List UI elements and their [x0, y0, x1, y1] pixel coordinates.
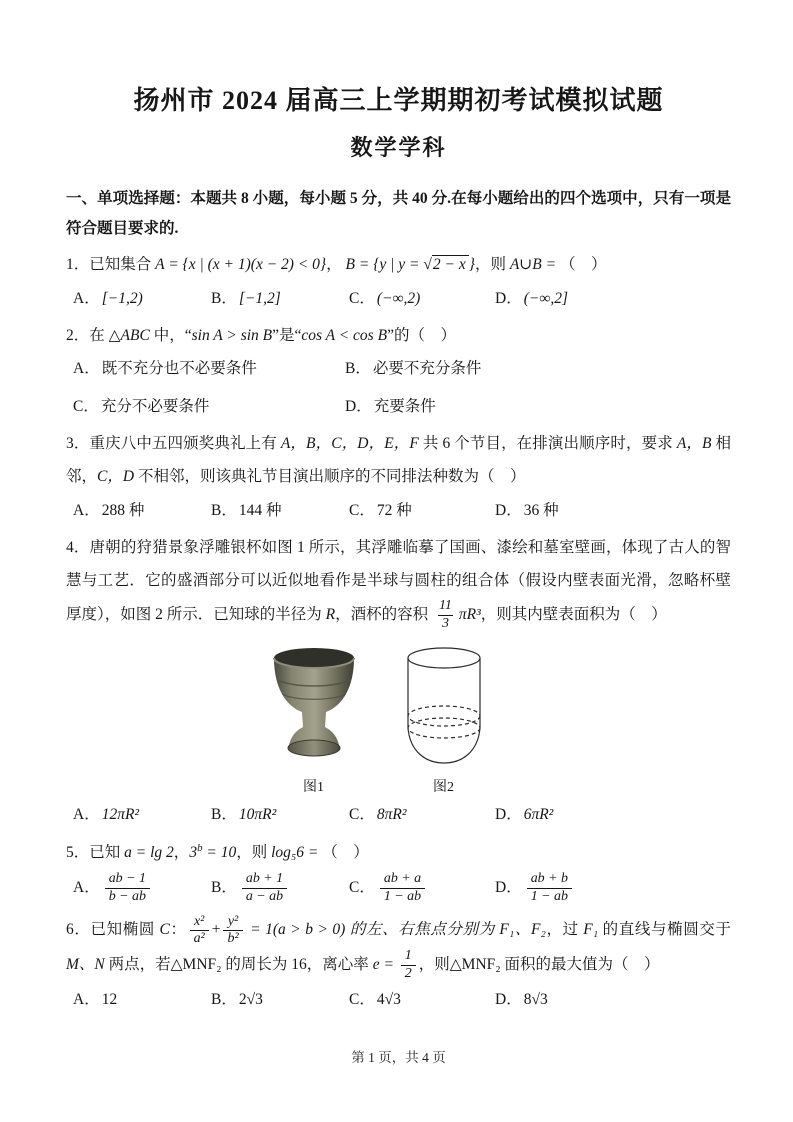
fraction-denominator: 1 − ab [380, 888, 425, 906]
q1-option-a [73, 282, 211, 315]
option-label: D． [345, 397, 372, 415]
q2-answer-blank: ”的（ ） [387, 327, 456, 345]
option-value: [−1,2) [101, 289, 143, 307]
fraction-denominator: b − ab [105, 888, 150, 906]
q6-points-mn: M、N [66, 956, 105, 973]
fraction-denominator: b² [223, 930, 242, 948]
question-1 [66, 248, 731, 281]
q6-stem-text: 6．已知椭圆 [66, 921, 160, 939]
q1-answer-blank: （ ） [559, 256, 607, 274]
q6-foci: F₁、F₂ [499, 921, 546, 939]
option-fraction [380, 871, 425, 905]
option-value: 288 种 [101, 501, 145, 519]
q6-eccentricity-fraction [401, 948, 416, 982]
option-fraction [242, 871, 287, 905]
q1-option-d [495, 282, 731, 315]
question-2 [66, 319, 731, 352]
fraction-denominator: 3 [438, 615, 453, 633]
q5-sep: ， [173, 843, 190, 861]
option-label: D． [495, 806, 522, 824]
option-label: B． [211, 806, 237, 824]
q5-option-d [495, 871, 731, 905]
option-value: 充分不必要条件 [100, 397, 210, 415]
option-label: C． [349, 289, 375, 307]
q2-option-d [345, 390, 731, 423]
q3-adjacent-pair: A，B [676, 435, 712, 452]
page-title: 扬州市 2024 届高三上学期期初考试模拟试题 [133, 86, 664, 115]
q5-power-exponent: b [197, 841, 203, 854]
option-value: 72 种 [376, 501, 412, 519]
q2-option-c [73, 390, 345, 423]
q1-union-expression: A∪B = [509, 256, 560, 274]
option-value: (−∞,2] [523, 289, 569, 307]
q4-volume-term: πR³ [458, 605, 481, 623]
fraction-numerator: ab + 1 [245, 870, 284, 886]
option-value: 8πR² [376, 806, 407, 824]
option-label: C． [349, 806, 375, 824]
option-label: A． [73, 806, 100, 824]
q3-option-d [495, 494, 731, 527]
q4-post: ，则其内壁表面积为（ ） [480, 605, 667, 623]
option-label: A． [73, 879, 100, 897]
q5-option-b [211, 871, 349, 905]
q1-sep: ， [326, 256, 346, 274]
fraction-numerator: ab − 1 [108, 870, 146, 886]
fraction-numerator: ab + a [383, 870, 422, 886]
q2-options-row-1 [66, 352, 731, 385]
question-4 [66, 531, 731, 632]
option-value: 12πR² [101, 806, 140, 824]
q4-stem-text: 4．唐朝的狩猎景象浮雕银杯如图 1 所示，其浮雕临摹了国画、漆绘和墓室壁画，体现了古人的智慧与工艺．它的盛酒部分可以近似地看作是半球与圆柱的组合体（假设内壁表面光滑，忽略杯壁厚度），如图 2 所示．已知球的半径为 [66, 538, 731, 623]
option-label: B． [211, 879, 237, 897]
option-label: D． [495, 289, 522, 307]
option-label: D． [495, 879, 522, 897]
question-3 [66, 427, 731, 494]
fraction-denominator: 2 [401, 965, 416, 983]
option-value: 4√3 [376, 990, 401, 1008]
q6-post: ，则△MNF₂ 面积的最大值为（ ） [418, 956, 660, 973]
q6-mid3: 两点，若△MNF₂ 的周长为 16，离心率 [104, 956, 373, 973]
option-label: C． [349, 990, 375, 1008]
q6-equation-rest: = 1(a > b > 0) 的左、右焦点分别为 [245, 921, 500, 939]
q2-stem-text: 2．在 [66, 327, 109, 345]
option-label: B． [345, 360, 371, 378]
q5-then: ，则 [236, 843, 272, 861]
q5-stem-text: 5．已知 [66, 843, 125, 861]
q3-option-c [349, 494, 495, 527]
q2-sep1: 中，“ [149, 327, 192, 345]
q4-option-c [349, 798, 495, 831]
question-5 [66, 836, 731, 869]
option-value: 6πR² [523, 806, 554, 824]
q6-eccentricity: e = [372, 956, 398, 973]
option-fraction [105, 871, 150, 905]
option-label: A． [73, 360, 100, 378]
q6-option-b [211, 983, 349, 1016]
q5-power-rest: = 10 [202, 843, 237, 861]
silver-goblet-photo [268, 644, 360, 768]
figure-2 [398, 644, 490, 796]
fraction-numerator: 1 [404, 948, 412, 964]
option-value: (−∞,2) [376, 289, 421, 307]
option-value: [−1,2] [238, 289, 281, 307]
q3-nonadjacent-pair: C，D [97, 468, 135, 486]
option-label: A． [73, 990, 100, 1008]
page-footer: 第 1 页，共 4 页 [351, 1049, 446, 1065]
radical-sign: √ [423, 256, 432, 274]
option-label: D． [495, 501, 522, 519]
q6-option-a [73, 983, 211, 1016]
q5-option-c [349, 871, 495, 905]
option-value: 必要不充分条件 [372, 360, 482, 378]
q4-radius-symbol: R [325, 605, 336, 623]
option-label: B． [211, 990, 237, 1008]
q5-option-a [73, 871, 211, 905]
question-6 [66, 913, 731, 982]
q1-options [66, 282, 731, 315]
q2-triangle: △ABC [108, 327, 150, 345]
q4-options [66, 798, 731, 831]
q1-option-b [211, 282, 349, 315]
option-label: D． [495, 990, 522, 1008]
option-value: 8√3 [523, 990, 548, 1008]
q6-y-term-fraction [223, 914, 242, 948]
q4-volume-fraction [435, 598, 456, 632]
fraction-numerator: x² [193, 913, 205, 929]
q3-post: 不相邻，则该典礼节目演出顺序的不同排法种数为（ ） [134, 468, 526, 486]
option-label: A． [73, 289, 100, 307]
option-label: B． [211, 501, 237, 519]
q3-program-letters: A，B，C，D，E，F [280, 435, 419, 452]
q3-stem-text: 3．重庆八中五四颁奖典礼上有 [66, 435, 281, 452]
sqrt-expression [423, 255, 468, 273]
option-value: 144 种 [238, 501, 282, 519]
q3-options [66, 494, 731, 527]
q1-set-b-post: } [468, 256, 475, 274]
q6-option-d [495, 983, 731, 1016]
q6-plus-sign: + [211, 921, 221, 939]
figure-2-caption: 图2 [433, 780, 454, 796]
option-label: C． [349, 879, 375, 897]
q4-option-b [211, 798, 349, 831]
q2-sep2: ”是“ [272, 327, 302, 345]
q6-option-c [349, 983, 495, 1016]
q4-option-a [73, 798, 211, 831]
q1-option-c [349, 282, 495, 315]
option-value: 充要条件 [373, 397, 436, 415]
q6-mid1: ，过 [545, 921, 584, 939]
q1-set-b-pre: B = {y | y = [345, 256, 424, 274]
fraction-numerator: ab + b [530, 870, 568, 886]
option-value: 10πR² [238, 806, 277, 824]
fraction-numerator: 11 [439, 597, 452, 613]
q4-figures [66, 644, 691, 796]
q1-set-a: A = {x | (x + 1)(x − 2) < 0} [155, 256, 327, 274]
option-label: B． [211, 289, 237, 307]
q6-x-term-fraction [190, 914, 209, 948]
fraction-denominator: a² [190, 930, 209, 948]
q2-option-a [73, 352, 345, 385]
option-label: A． [73, 501, 100, 519]
q4-option-d [495, 798, 731, 831]
q5-given-a: a = lg 2 [124, 843, 174, 861]
option-value: 36 种 [523, 501, 559, 519]
figure-1 [268, 644, 360, 796]
q3-mid: 共 6 个节目，在排演出顺序时，要求 [418, 435, 677, 452]
q5-log-expression: log₅6 = [271, 843, 323, 861]
q5-answer-blank: （ ） [322, 843, 369, 861]
cylinder-hemisphere-diagram [398, 644, 490, 768]
figure-1-caption: 图1 [303, 780, 324, 796]
q3-option-b [211, 494, 349, 527]
q2-option-b [345, 352, 731, 385]
q6-colon: ： [169, 921, 187, 939]
q6-mid2: 的直线与椭圆交于 [598, 921, 731, 939]
q6-ellipse-name: C [159, 921, 170, 939]
q4-mid: ，酒杯的容积 [335, 605, 432, 623]
q2-cos-inequality: cos A < cos B [301, 327, 388, 345]
fraction-numerator: y² [227, 913, 239, 929]
section-heading: 一、单项选择题：本题共 8 小题，每小题 5 分，共 40 分.在每小题给出的四个选项中，只有一项是符合题目要求的. [66, 190, 731, 238]
option-label: C． [73, 397, 99, 415]
q2-sin-inequality: sin A > sin B [191, 327, 273, 345]
q3-option-a [73, 494, 211, 527]
q5-power-base: 3 [189, 843, 198, 861]
q6-options [66, 983, 731, 1016]
page-subtitle: 数学学科 [350, 135, 447, 160]
q5-options [66, 871, 731, 905]
q2-options-row-2 [66, 390, 731, 423]
q6-focus-1: F₁ [583, 921, 599, 939]
option-fraction [527, 871, 572, 905]
fraction-denominator: 1 − ab [527, 888, 572, 906]
q1-stem-text: 1．已知集合 [66, 256, 156, 274]
radicand: 2 − x [432, 255, 469, 273]
option-label: C． [349, 501, 375, 519]
option-value: 2√3 [238, 990, 263, 1008]
q1-then: ，则 [474, 256, 510, 274]
fraction-denominator: a − ab [242, 888, 287, 906]
option-value: 12 [101, 990, 118, 1008]
option-value: 既不充分也不必要条件 [101, 360, 257, 378]
q3-mid2: 相邻， [66, 435, 731, 486]
